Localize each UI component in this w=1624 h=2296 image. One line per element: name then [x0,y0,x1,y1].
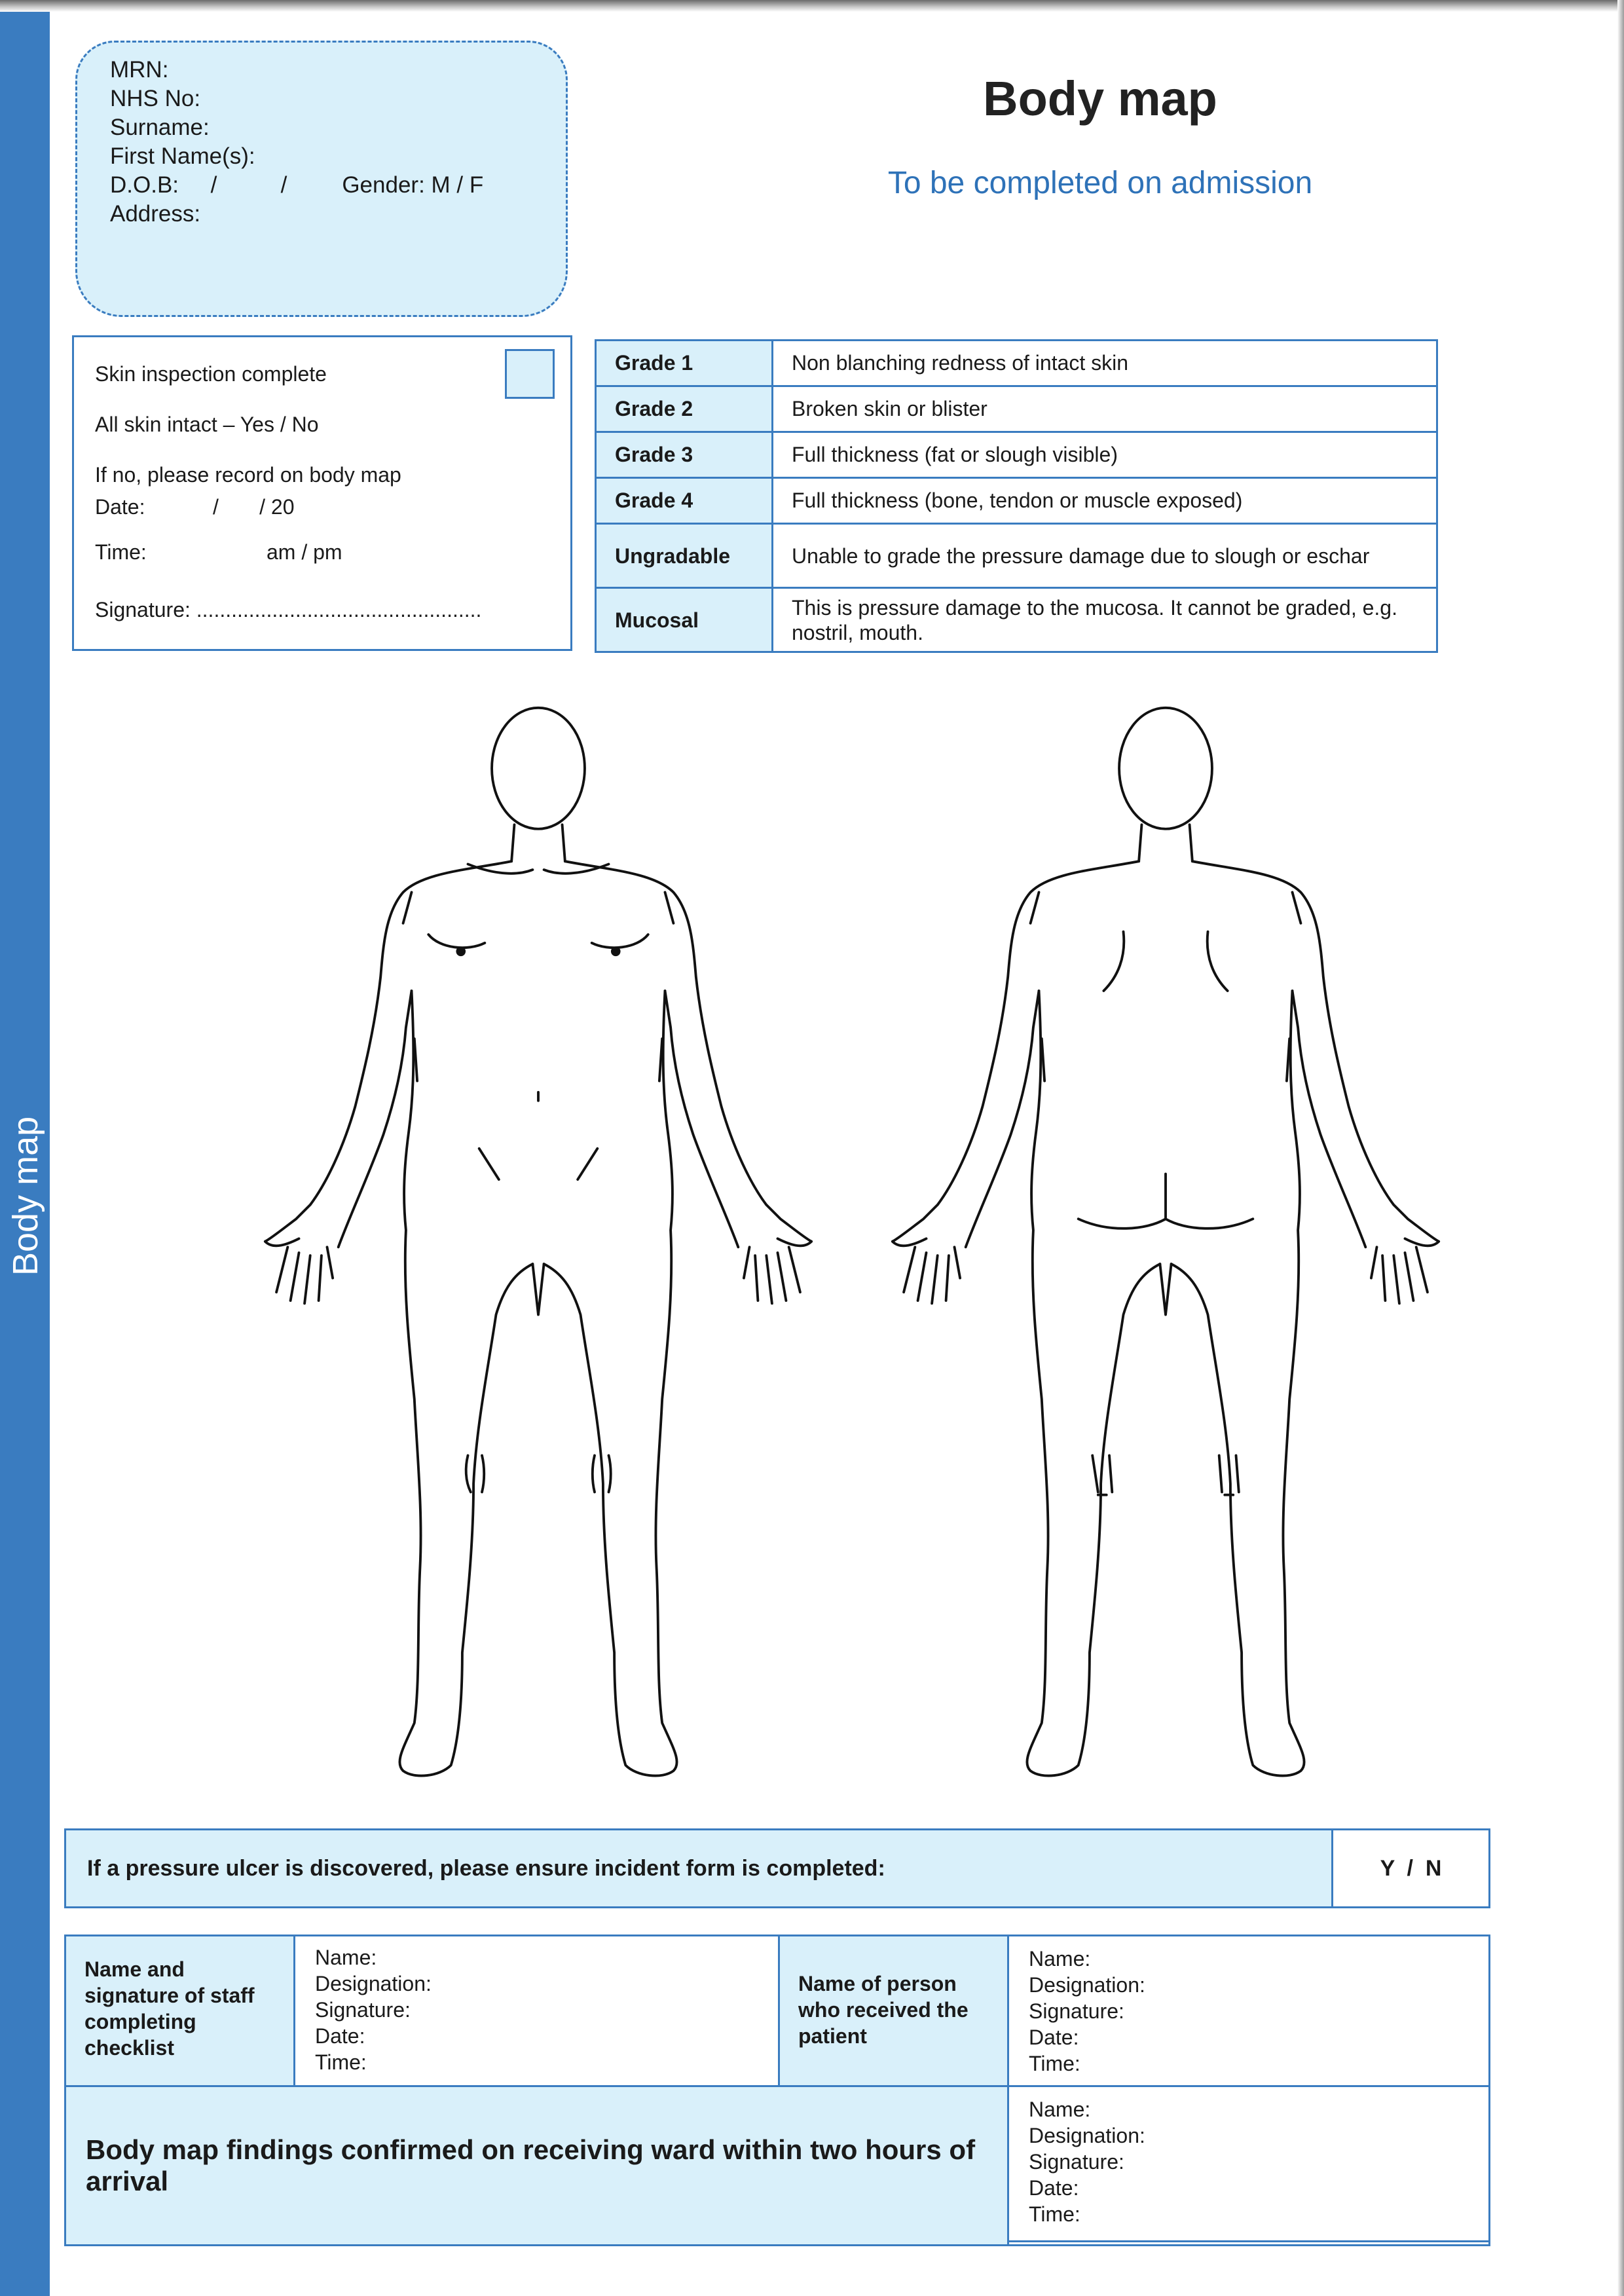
confirm-name-field[interactable]: Name: [1029,2098,1091,2121]
grade-row [596,386,1437,432]
receiver-fields[interactable] [1007,1935,1490,2087]
skin-complete-label: Skin inspection complete [95,362,327,386]
grade-label: Mucosal [596,588,773,652]
grade-description: Non blanching redness of intact skin [773,341,1437,386]
patient-id-box [75,41,568,317]
side-label: Body map [6,1116,45,1276]
date-value: / / 20 [213,495,295,519]
scan-edge-right [1617,0,1624,2296]
pressure-ulcer-text: If a pressure ulcer is discovered, please ensure incident form is completed: [87,1855,885,1881]
pressure-ulcer-yes-no[interactable]: Y / N [1331,1830,1488,1906]
receiver-designation-field[interactable]: Designation: [1029,1973,1145,1997]
confirm-time-field[interactable]: Time: [1029,2202,1080,2226]
confirm-designation-field[interactable]: Designation: [1029,2124,1145,2147]
first-names-field[interactable]: First Name(s): [110,143,255,169]
surname-field[interactable]: Surname: [110,115,210,140]
address-field[interactable]: Address: [110,201,201,227]
grade-label: Grade 3 [596,432,773,478]
grade-description: Full thickness (bone, tendon or muscle exposed) [773,478,1437,524]
confirm-signature-field[interactable]: Signature: [1029,2150,1124,2174]
grade-description: Broken skin or blister [773,386,1437,432]
staff-label: Name and signature of staff completing checklist [64,1935,295,2087]
grade-row [596,524,1437,588]
staff-fields[interactable] [293,1935,780,2087]
side-strip [0,12,50,2296]
mrn-field[interactable]: MRN: [110,57,169,83]
scan-edge-top [0,0,1624,12]
grade-label: Grade 1 [596,341,773,386]
page-subtitle: To be completed on admission [887,166,1313,200]
grade-row [596,341,1437,386]
skin-intact-label[interactable]: All skin intact – Yes / No [95,413,319,436]
date-row[interactable] [95,495,549,519]
grade-description: Unable to grade the pressure damage due to slough or eschar [773,524,1437,588]
staff-name-field[interactable]: Name: [315,1946,377,1969]
grade-label: Grade 4 [596,478,773,524]
staff-date-field[interactable]: Date: [315,2024,365,2048]
staff-signature-field[interactable]: Signature: [315,1998,411,2022]
grade-row [596,478,1437,524]
confirm-fields[interactable] [1007,2085,1490,2246]
body-front-figure[interactable] [257,694,820,1794]
pressure-ulcer-row [64,1828,1490,1908]
nhs-field[interactable]: NHS No: [110,86,201,111]
receiver-label: Name of person who received the patient [778,1935,1009,2087]
body-back-figure[interactable] [884,694,1447,1794]
grade-table [595,339,1438,653]
grade-label: Grade 2 [596,386,773,432]
page-title: Body map [983,71,1217,126]
grade-description: This is pressure damage to the mucosa. It cannot be graded, e.g. nostril, mouth. [773,588,1437,652]
confirm-date-field[interactable]: Date: [1029,2176,1079,2200]
grade-description: Full thickness (fat or slough visible) [773,432,1437,478]
signature-line[interactable]: Signature: ................................................. [95,598,482,621]
time-label: Time: [95,540,147,564]
date-label: Date: [95,495,145,519]
receiver-time-field[interactable]: Time: [1029,2052,1080,2075]
receiver-name-field[interactable]: Name: [1029,1947,1091,1971]
receiver-signature-field[interactable]: Signature: [1029,1999,1124,2023]
staff-time-field[interactable]: Time: [315,2050,367,2074]
record-instruction: If no, please record on body map [95,463,401,487]
time-row[interactable] [95,540,549,565]
skin-inspection-checkbox[interactable] [505,349,555,399]
receiver-date-field[interactable]: Date: [1029,2026,1079,2049]
skin-inspection-box [72,335,572,651]
time-value: am / pm [267,540,342,564]
signature-table [64,1935,1490,2242]
grade-row [596,432,1437,478]
dob-field[interactable]: D.O.B: / / [110,172,287,198]
grade-label: Ungradable [596,524,773,588]
gender-field[interactable]: Gender: M / F [342,172,484,198]
grade-row [596,588,1437,652]
confirm-label: Body map findings confirmed on receiving ward within two hours of arrival [64,2085,1009,2246]
staff-designation-field[interactable]: Designation: [315,1972,432,1995]
